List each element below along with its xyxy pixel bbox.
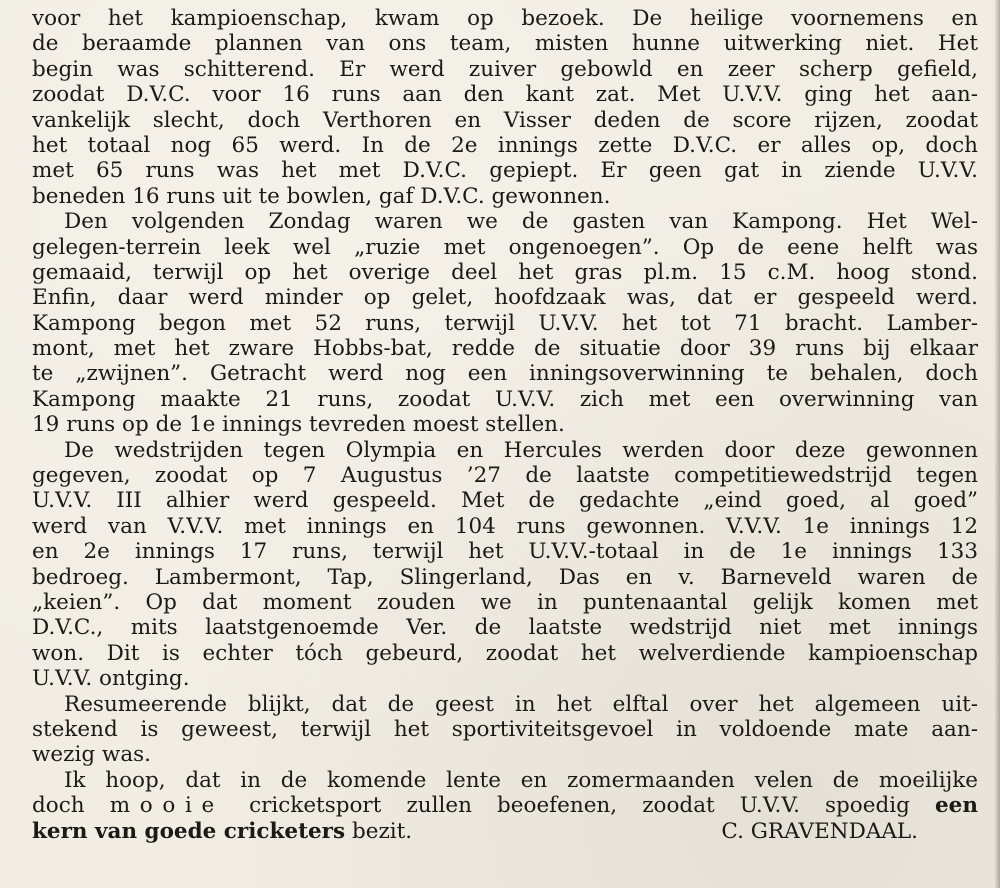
spaced-word: mooie (109, 793, 224, 819)
text-line-19: gegeven, zoodat op 7 Augustus ’27 de laatste competitiewedstrijd tegen (32, 463, 978, 489)
text-line-16: Kampong maakte 21 runs, zoodat U.V.V. zich met een overwinning van (32, 386, 978, 412)
text-line-3: begin was schitterend. Er werd zuiver gebowld en zeer scherp gefield, (32, 56, 978, 82)
text-line-8: beneden 16 runs uit te bowlen, gaf D.V.C. gewonnen. (32, 183, 611, 209)
text-line-18: De wedstrijden tegen Olympia en Hercules werden door deze gewonnen (64, 437, 978, 463)
text-line-5: vankelijk slecht, doch Verthoren en Visser deden de score rijzen, zoodat (32, 107, 978, 133)
text-line-11: gemaaid, terwijl op het overige deel het gras pl.m. 15 c.M. hoog stond. (32, 259, 978, 285)
line-32-start: doch (32, 793, 85, 819)
text-line-21: werd van V.V.V. met innings en 104 runs gewonnen. V.V.V. 1e innings 12 (32, 513, 978, 539)
page-edge-shadow (994, 0, 1000, 888)
text-line-12: Enfin, daar werd minder op gelet, hoofdzaak was, dat er gespeeld werd. (32, 285, 978, 311)
line-32-bold-end: een (934, 793, 978, 819)
text-line-10: gelegen-terrein leek wel „ruzie met ongenoegen”. Op de eene helft was (32, 234, 978, 260)
text-line-9: Den volgenden Zondag waren we de gasten van Kampong. Het Wel- (64, 209, 978, 235)
text-line-33 (32, 819, 978, 844)
line-33-end: bezit. (351, 818, 413, 844)
text-line-2: de beraamde plannen van ons team, misten hunne uitwerking niet. Het (32, 31, 978, 57)
text-line-26: won. Dit is echter tóch gebeurd, zoodat het welverdiende kampioenschap (32, 640, 978, 666)
text-line-32 (32, 793, 978, 818)
text-line-14: mont, met het zware Hobbs-bat, redde de situatie door 39 runs bij elkaar (32, 336, 978, 362)
text-line-23: bedroeg. Lambermont, Tap, Slingerland, Das en v. Barneveld waren de (32, 564, 978, 590)
text-line-31: Ik hoop, dat in de komende lente en zomermaanden velen de moeilijke (64, 767, 978, 793)
article-column (32, 6, 978, 844)
text-line-20: U.V.V. III alhier werd gespeeld. Met de gedachte „eind goed, al goed” (32, 488, 978, 514)
text-line-13: Kampong begon met 52 runs, terwijl U.V.V. het tot 71 bracht. Lamber- (32, 310, 978, 336)
text-line-29: stekend is geweest, terwijl het sportiviteitsgevoel in voldoende mate aan- (32, 716, 978, 742)
text-line-4: zoodat D.V.C. voor 16 runs aan den kant zat. Met U.V.V. ging het aan- (32, 82, 978, 108)
text-line-30: wezig was. (32, 742, 152, 768)
text-line-15: te „zwijnen”. Getracht werd nog een inningsoverwinning te behalen, doch (32, 361, 978, 387)
author-signature: C. GRAVENDAAL. (721, 818, 918, 844)
text-line-6: het totaal nog 65 werd. In de 2e innings zette D.V.C. er alles op, doch (32, 132, 978, 158)
text-line-27: U.V.V. ontging. (32, 666, 190, 692)
text-line-22: en 2e innings 17 runs, terwijl het U.V.V.-totaal in de 1e innings 133 (32, 539, 978, 565)
text-line-17: 19 runs op de 1e innings tevreden moest stellen. (32, 412, 565, 438)
text-line-24: „keien”. Op dat moment zouden we in puntenaantal gelijk komen met (32, 589, 978, 615)
bold-phrase: kern van goede cricketers (32, 818, 346, 844)
text-line-25: D.V.C., mits laatstgenoemde Ver. de laatste wedstrijd niet met innings (32, 615, 978, 641)
text-line-1: voor het kampioenschap, kwam op bezoek. De heilige voornemens en (32, 6, 978, 31)
text-line-28: Resumeerende blijkt, dat de geest in het elftal over het algemeen uit- (64, 691, 978, 717)
text-line-7: met 65 runs was het met D.V.C. gepiept. Er geen gat in ziende U.V.V. (32, 158, 978, 184)
line-32-middle: cricketsport zullen beoefenen, zoodat U.V.V. spoedig (249, 793, 910, 819)
